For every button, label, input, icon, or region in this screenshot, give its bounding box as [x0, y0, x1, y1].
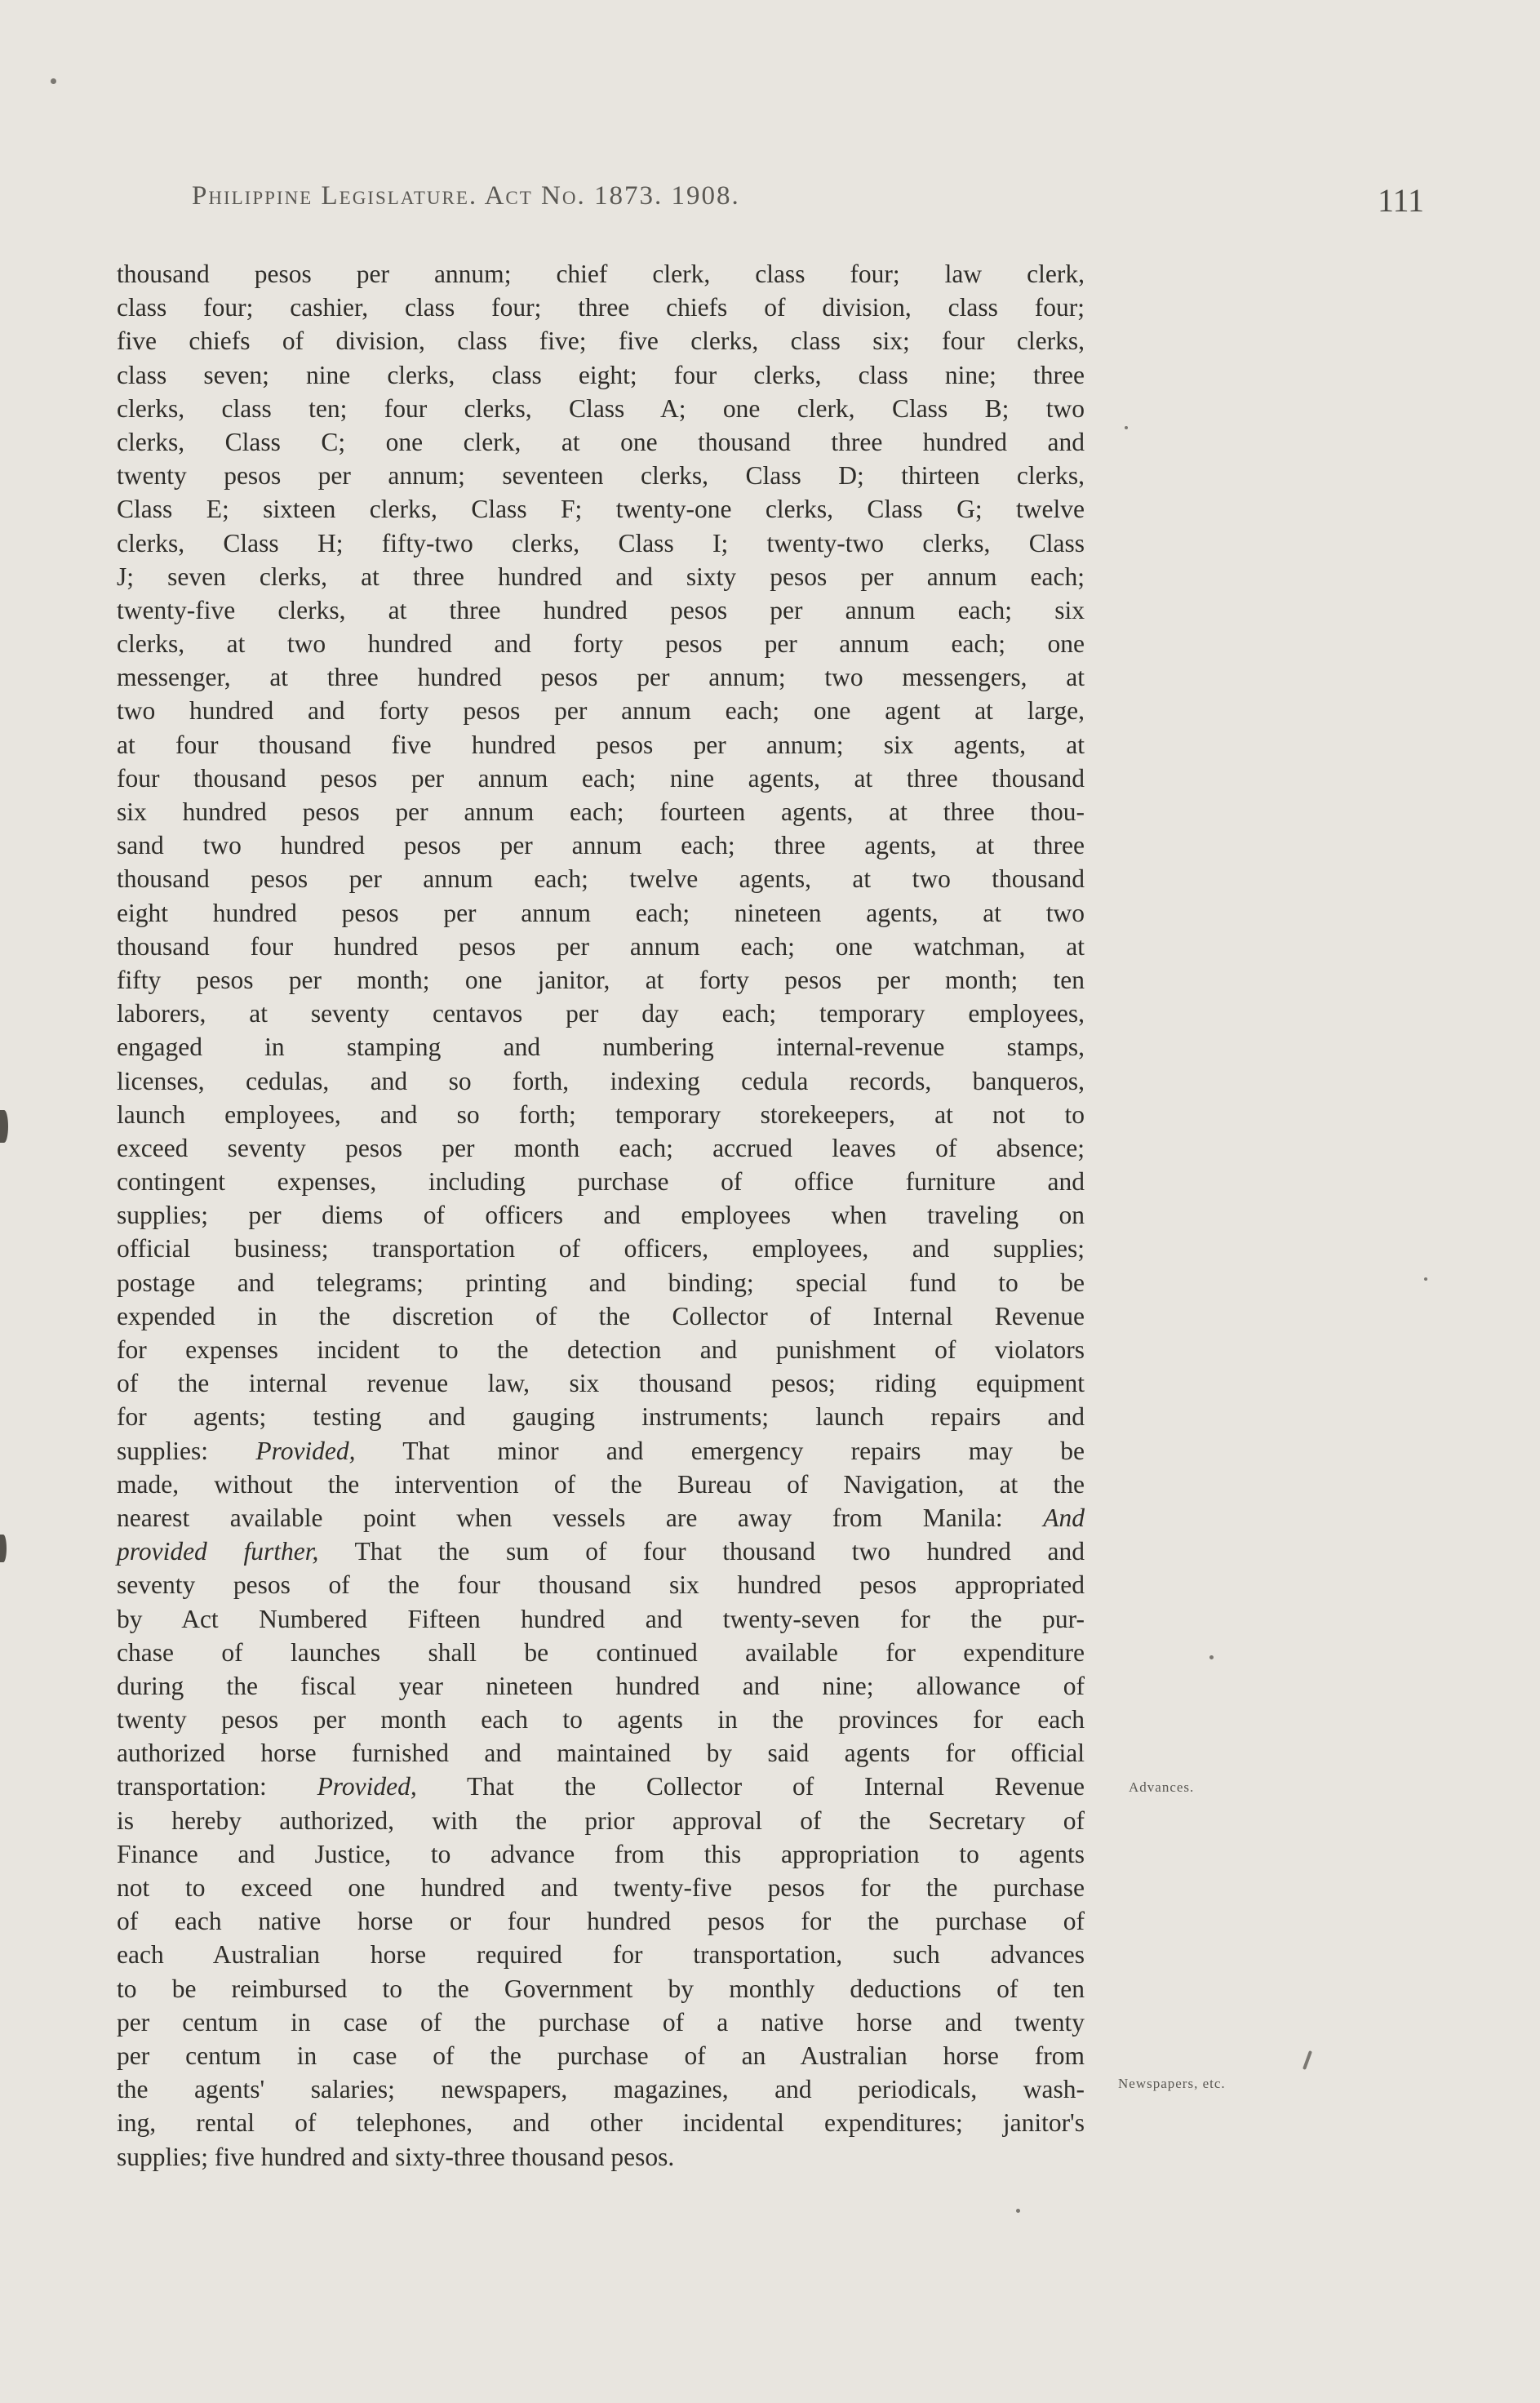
provided-further-italic: provided further,	[117, 1537, 319, 1566]
text-line: the agents' salaries; newspapers, magazines, and periodicals, wash-	[117, 2075, 1085, 2104]
text-line-with-proviso	[117, 1501, 1085, 1535]
text-line: thousand pesos per annum each; twelve agents, at two thousand	[117, 864, 1085, 894]
scan-speck	[0, 1535, 7, 1562]
text-line: at four thousand five hundred pesos per annum; six agents, at	[117, 730, 1085, 759]
text-line-with-proviso	[117, 1434, 1085, 1468]
text-line: thousand four hundred pesos per annum each; one watchman, at	[117, 931, 1085, 961]
text-line: seventy pesos of the four thousand six hundred pesos appropriated	[117, 1570, 1085, 1600]
and-italic: And	[1043, 1503, 1085, 1532]
text-line-with-proviso	[117, 1770, 1085, 1803]
text-line: laborers, at seventy centavos per day each; temporary employees,	[117, 999, 1085, 1028]
text-line: twenty pesos per month each to agents in the provinces for each	[117, 1705, 1085, 1735]
running-header	[0, 181, 1540, 230]
text-line: authorized horse furnished and maintained by said agents for official	[117, 1739, 1085, 1768]
text-line: to be reimbursed to the Government by monthly deductions of ten	[117, 1974, 1085, 2003]
margin-note-newspapers: Newspapers, etc.	[1118, 2076, 1226, 2091]
provided-italic: Provided,	[255, 1436, 356, 1465]
text-line: postage and telegrams; printing and binding; special fund to be	[117, 1268, 1085, 1297]
scan-speck	[1016, 2209, 1020, 2213]
text-line: J; seven clerks, at three hundred and sixty pesos per annum each;	[117, 562, 1085, 591]
text-line: messenger, at three hundred pesos per annum; two messengers, at	[117, 663, 1085, 692]
text-line: supplies; per diems of officers and employees when traveling on	[117, 1201, 1085, 1230]
text-line: chase of launches shall be continued available for expenditure	[117, 1637, 1085, 1667]
line-segment: transportation:	[117, 1772, 267, 1801]
text-line: ing, rental of telephones, and other incidental expenditures; janitor's	[117, 2108, 1085, 2138]
text-line: of the internal revenue law, six thousand pesos; riding equipment	[117, 1369, 1085, 1398]
text-line: for expenses incident to the detection and punishment of violators	[117, 1335, 1085, 1364]
running-head-title: Philippine Legislature. Act No. 1873. 1908.	[192, 181, 740, 211]
text-line: Finance and Justice, to advance from this appropriation to agents	[117, 1839, 1085, 1868]
provided-italic: Provided,	[317, 1772, 417, 1801]
text-line: per centum in case of the purchase of an Australian horse from	[117, 2041, 1085, 2070]
text-line-with-proviso	[117, 1535, 1085, 1568]
text-line: contingent expenses, including purchase of office furniture and	[117, 1167, 1085, 1197]
page-number: 111	[1378, 182, 1425, 219]
line-segment: That the sum of four thousand two hundred and	[354, 1537, 1085, 1566]
scan-speck	[1209, 1655, 1214, 1659]
scan-speck	[51, 78, 56, 84]
text-line: launch employees, and so forth; temporary storekeepers, at not to	[117, 1099, 1085, 1129]
text-line: sand two hundred pesos per annum each; three agents, at three	[117, 831, 1085, 860]
text-line: for agents; testing and gauging instruments; launch repairs and	[117, 1402, 1085, 1432]
margin-note-advances: Advances.	[1129, 1779, 1195, 1795]
text-line: during the fiscal year nineteen hundred and nine; allowance of	[117, 1671, 1085, 1700]
text-line: official business; transportation of officers, employees, and supplies;	[117, 1234, 1085, 1264]
text-line: by Act Numbered Fifteen hundred and twenty-seven for the pur-	[117, 1604, 1085, 1633]
text-line: per centum in case of the purchase of a native horse and twenty	[117, 2007, 1085, 2037]
text-line: four thousand pesos per annum each; nine agents, at three thousand	[117, 763, 1085, 793]
text-line: five chiefs of division, class five; five clerks, class six; four clerks,	[117, 326, 1085, 356]
text-line: two hundred and forty pesos per annum each; one agent at large,	[117, 696, 1085, 726]
line-segment: supplies:	[117, 1436, 209, 1465]
text-line: clerks, class ten; four clerks, Class A; one clerk, Class B; two	[117, 393, 1085, 423]
text-line: clerks, Class C; one clerk, at one thousand three hundred and	[117, 427, 1085, 456]
scan-speck	[1303, 2050, 1312, 2070]
body-text	[117, 257, 1085, 2174]
text-line: eight hundred pesos per annum each; nineteen agents, at two	[117, 898, 1085, 927]
text-line: engaged in stamping and numbering internal-revenue stamps,	[117, 1033, 1085, 1062]
text-line: twenty-five clerks, at three hundred pesos per annum each; six	[117, 595, 1085, 624]
text-line: of each native horse or four hundred pesos for the purchase of	[117, 1907, 1085, 1936]
text-line: twenty pesos per annum; seventeen clerks, Class D; thirteen clerks,	[117, 461, 1085, 491]
text-line: six hundred pesos per annum each; fourteen agents, at three thou-	[117, 797, 1085, 826]
scan-speck	[1424, 1277, 1427, 1281]
text-line: exceed seventy pesos per month each; accrued leaves of absence;	[117, 1133, 1085, 1162]
text-line: expended in the discretion of the Collector of Internal Revenue	[117, 1301, 1085, 1330]
text-line: is hereby authorized, with the prior approval of the Secretary of	[117, 1806, 1085, 1835]
text-line: thousand pesos per annum; chief clerk, class four; law clerk,	[117, 260, 1085, 288]
scan-speck	[1125, 426, 1128, 429]
text-line: licenses, cedulas, and so forth, indexing cedula records, banqueros,	[117, 1066, 1085, 1095]
text-line: not to exceed one hundred and twenty-five pesos for the purchase	[117, 1873, 1085, 1902]
text-line: supplies; five hundred and sixty-three thousand pesos.	[117, 2142, 675, 2171]
text-line: class seven; nine clerks, class eight; four clerks, class nine; three	[117, 360, 1085, 389]
line-segment: That minor and emergency repairs may be	[402, 1436, 1085, 1465]
text-line: clerks, at two hundred and forty pesos per annum each; one	[117, 629, 1085, 659]
text-line: each Australian horse required for transportation, such advances	[117, 1940, 1085, 1970]
text-line: made, without the intervention of the Bureau of Navigation, at the	[117, 1469, 1085, 1499]
text-line: clerks, Class H; fifty-two clerks, Class I; twenty-two clerks, Class	[117, 528, 1085, 557]
text-line: fifty pesos per month; one janitor, at forty pesos per month; ten	[117, 965, 1085, 994]
scan-speck	[0, 1110, 8, 1143]
text-line: Class E; sixteen clerks, Class F; twenty-one clerks, Class G; twelve	[117, 495, 1085, 524]
line-segment: That the Collector of Internal Revenue	[467, 1772, 1085, 1801]
text-line: class four; cashier, class four; three chiefs of division, class four;	[117, 293, 1085, 322]
line-segment: nearest available point when vessels are away from Manila:	[117, 1503, 1003, 1532]
